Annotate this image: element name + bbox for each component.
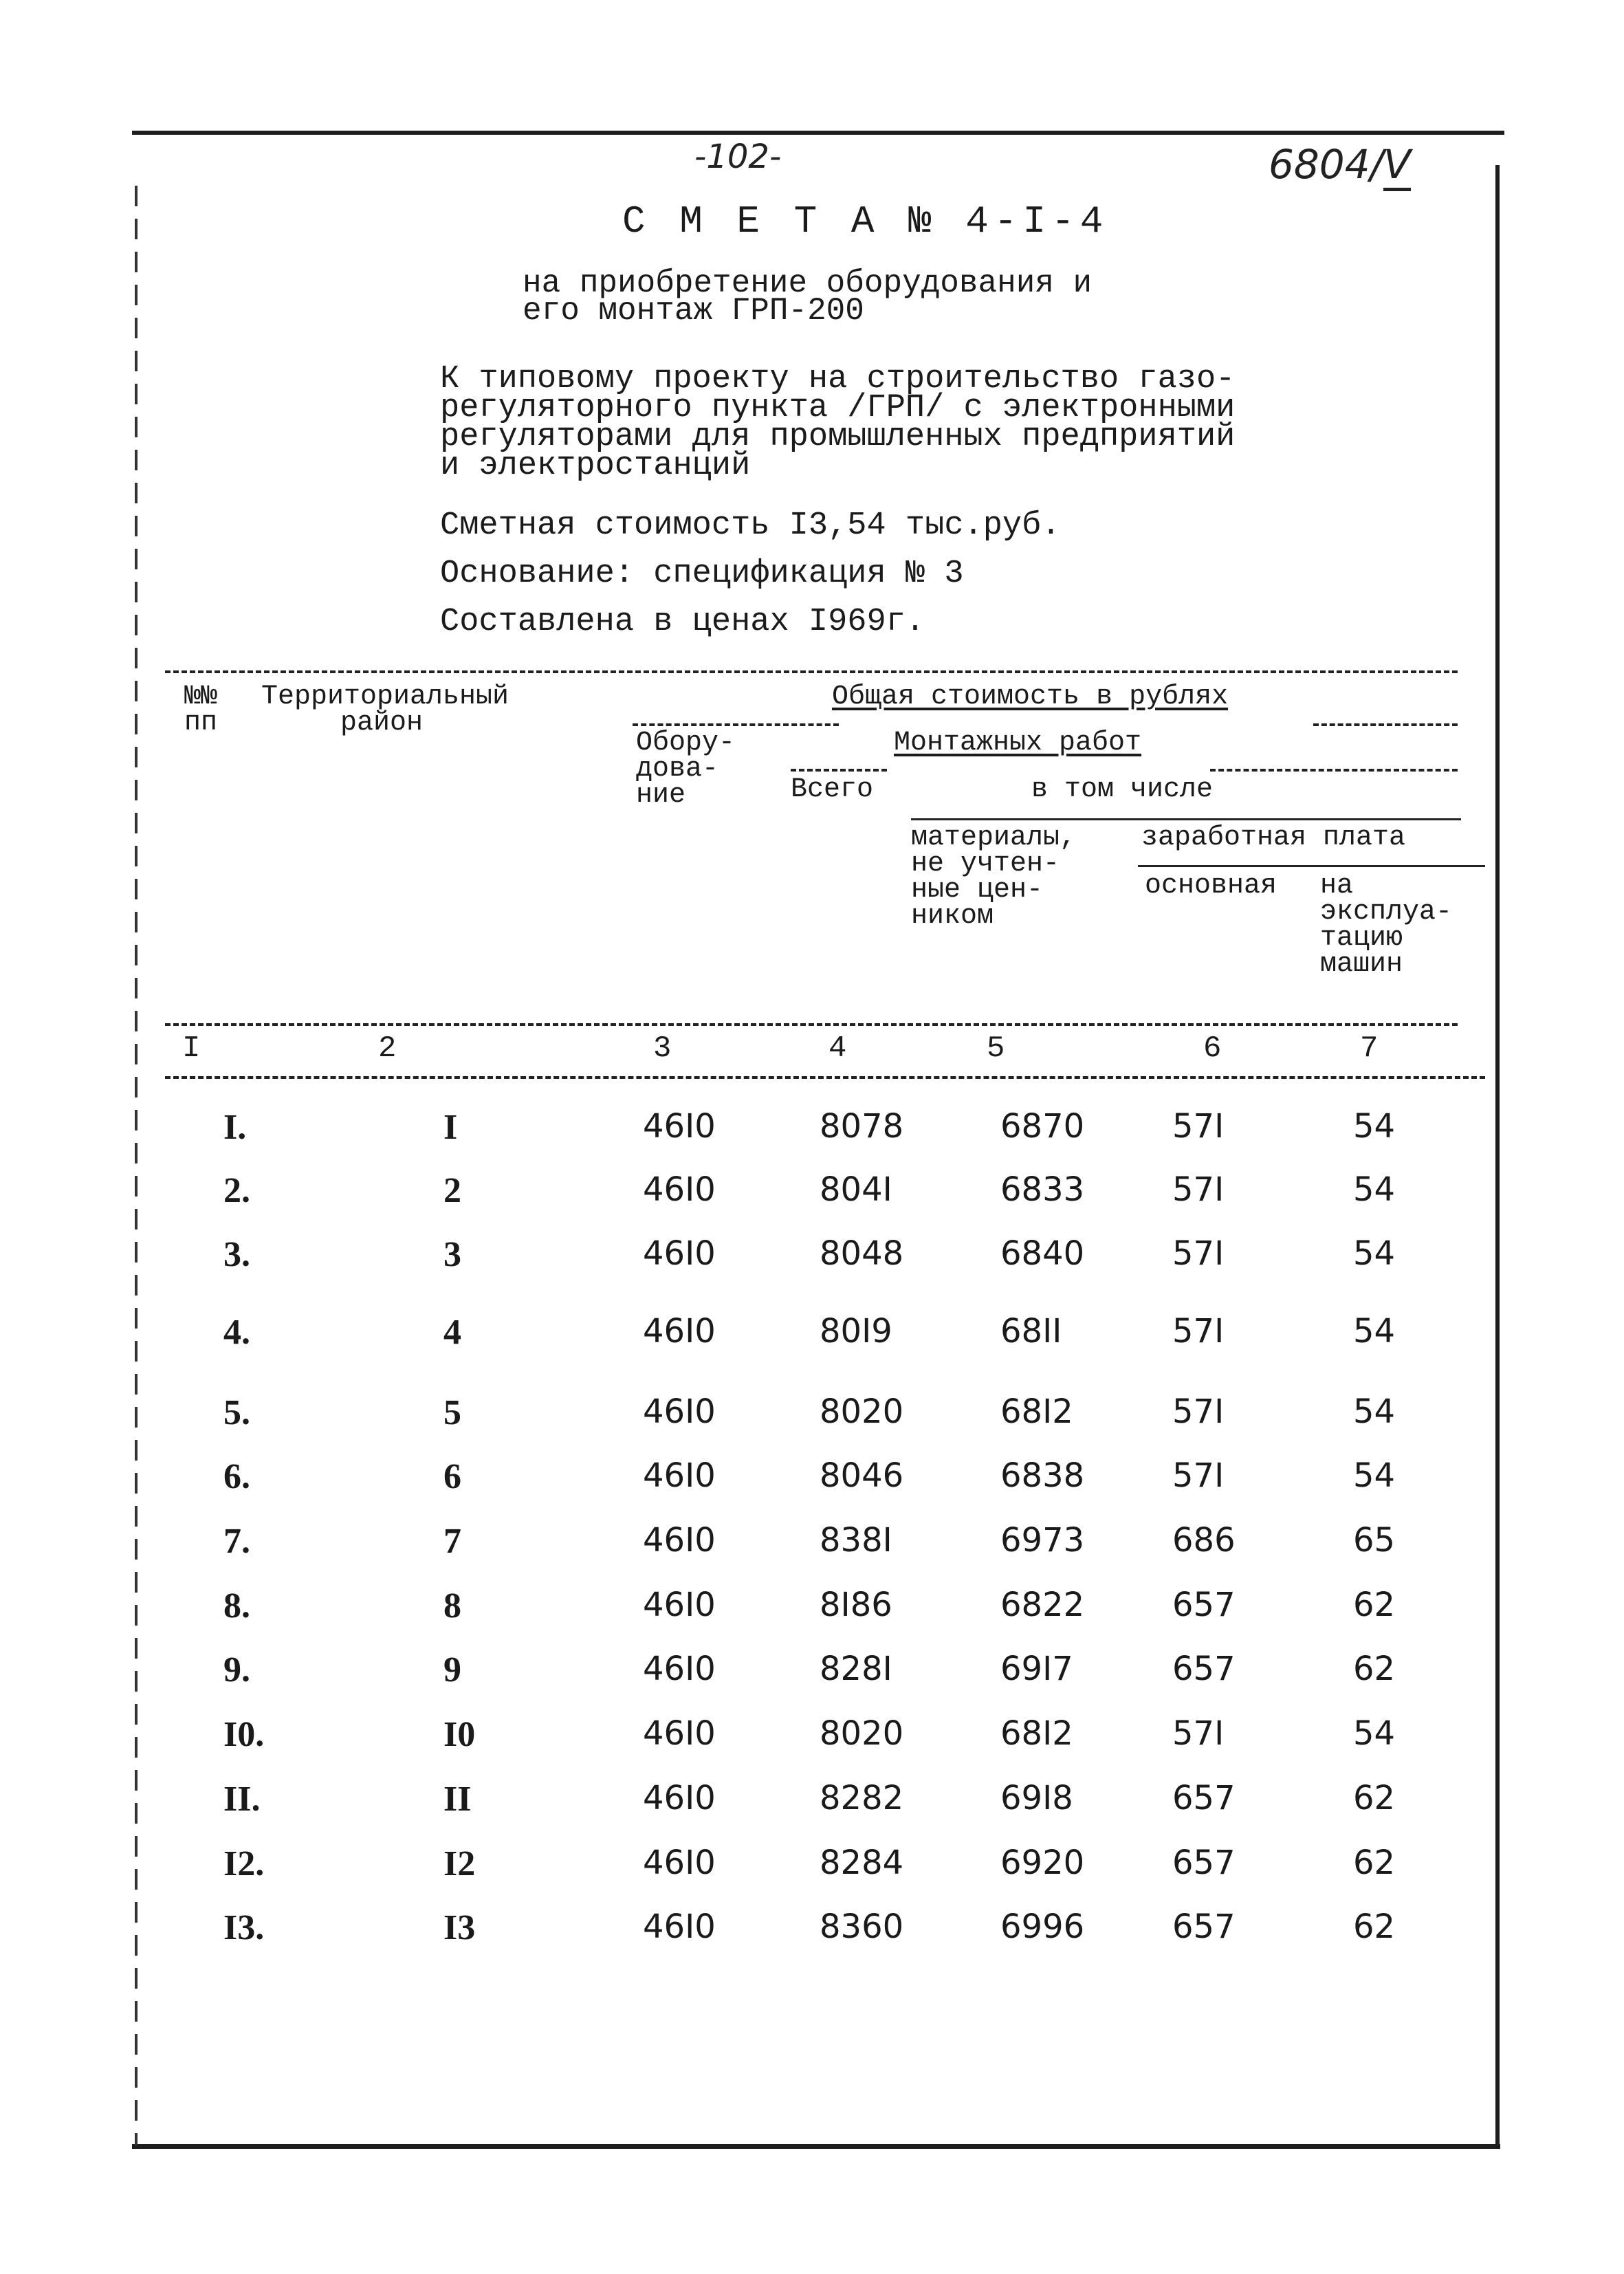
project-line: регуляторного пункта /ГРП/ с электронными — [440, 390, 1236, 426]
header-installation: Монтажных работ — [894, 728, 1142, 758]
cell-wage-machines: 62 — [1353, 1586, 1396, 1624]
cell-region: I0 — [443, 1715, 476, 1754]
cell-region: 8 — [443, 1586, 461, 1626]
page-number: -102- — [694, 138, 782, 176]
subtitle-line: на приобретение оборудования и — [523, 265, 1093, 301]
cell-wage-machines: 54 — [1353, 1456, 1396, 1495]
frame-top — [132, 131, 1504, 135]
header-text: №№ — [184, 681, 218, 712]
header-equipment — [636, 730, 735, 809]
cell-equipment: 46I0 — [643, 1907, 716, 1946]
cell-equipment: 46I0 — [643, 1392, 716, 1431]
cell-equipment: 46I0 — [643, 1650, 716, 1688]
cell-row-number: 5. — [223, 1393, 250, 1432]
cell-equipment: 46I0 — [643, 1521, 716, 1560]
cell-region: 4 — [443, 1313, 461, 1352]
install-rule-right — [1210, 769, 1458, 772]
including-rule — [911, 818, 1461, 820]
cell-wage-basic: 657 — [1172, 1779, 1236, 1817]
cell-region: I2 — [443, 1844, 476, 1883]
cell-materials: 68I2 — [1000, 1714, 1073, 1753]
cell-total: 8360 — [820, 1907, 904, 1946]
cell-wage-basic: 57I — [1172, 1170, 1225, 1209]
cell-row-number: 9. — [223, 1650, 250, 1690]
header-text: на — [1320, 871, 1354, 901]
cell-wage-machines: 54 — [1353, 1392, 1396, 1431]
frame-left — [135, 186, 138, 2145]
cell-wage-machines: 65 — [1353, 1521, 1396, 1560]
header-text: район — [340, 708, 424, 739]
header-bottom-rule — [165, 1023, 1458, 1026]
document-code-number: 6804/ — [1269, 141, 1384, 188]
cell-row-number: I0. — [223, 1715, 265, 1754]
document-title: С М Е Т А № 4-I-4 — [622, 199, 1109, 243]
cell-total: 8284 — [820, 1844, 904, 1882]
cell-row-number: 6. — [223, 1457, 250, 1496]
cell-row-number: I2. — [223, 1844, 265, 1883]
cell-wage-basic: 57I — [1172, 1312, 1225, 1351]
cell-wage-machines: 54 — [1353, 1107, 1396, 1146]
header-text: пп — [184, 708, 218, 739]
cell-wage-basic: 657 — [1172, 1844, 1236, 1882]
header-text: ные цен- — [911, 875, 1044, 906]
header-text: Территориальный — [261, 681, 509, 712]
cell-total: 8282 — [820, 1779, 904, 1817]
cell-materials: 69I7 — [1000, 1650, 1073, 1688]
column-number: 3 — [653, 1031, 672, 1066]
project-line: К типовому проекту на строительство газо- — [440, 361, 1236, 397]
cell-row-number: I3. — [223, 1908, 265, 1947]
header-text: эксплуа- — [1320, 897, 1453, 928]
cell-row-number: 7. — [223, 1522, 250, 1561]
cell-materials: 69I8 — [1000, 1779, 1073, 1817]
cell-region: 6 — [443, 1457, 461, 1496]
subtitle-line: его монтаж ГРП-200 — [523, 293, 864, 329]
cell-row-number: 8. — [223, 1586, 250, 1626]
cell-materials: 6973 — [1000, 1521, 1085, 1560]
cell-materials: 6996 — [1000, 1907, 1085, 1946]
cell-region: II — [443, 1780, 472, 1819]
header-including: в том числе — [1031, 774, 1214, 805]
header-total-cost: Общая стоимость в рублях — [832, 681, 1229, 712]
header-text: тацию — [1320, 923, 1403, 954]
cell-region: I — [443, 1108, 458, 1147]
frame-bottom — [132, 2144, 1500, 2149]
cell-materials: 6833 — [1000, 1170, 1085, 1209]
cell-wage-machines: 62 — [1353, 1844, 1396, 1882]
cell-materials: 68II — [1000, 1312, 1062, 1351]
cell-row-number: I. — [223, 1108, 247, 1147]
cell-total: 8046 — [820, 1456, 904, 1495]
header-machines — [1320, 873, 1452, 978]
document-code-suffix: V — [1383, 141, 1411, 191]
project-line: регуляторами для промышленных предприятий — [440, 419, 1236, 455]
prices-year: Составлена в ценах I969г. — [440, 604, 925, 640]
cell-region: 9 — [443, 1650, 461, 1690]
header-all: Всего — [791, 774, 874, 805]
header-basic: основная — [1145, 871, 1277, 901]
cell-total: 8078 — [820, 1107, 904, 1146]
cell-wage-machines: 54 — [1353, 1312, 1396, 1351]
cell-total: 838I — [820, 1521, 892, 1560]
cell-equipment: 46I0 — [643, 1234, 716, 1273]
cell-total: 80I9 — [820, 1312, 892, 1351]
cell-equipment: 46I0 — [643, 1312, 716, 1351]
header-text: дова- — [636, 754, 719, 785]
header-materials — [911, 822, 1077, 932]
cell-wage-basic: 686 — [1172, 1521, 1236, 1560]
cell-wage-basic: 57I — [1172, 1107, 1225, 1146]
cell-wage-basic: 57I — [1172, 1714, 1225, 1753]
column-number: 6 — [1203, 1031, 1222, 1066]
cell-wage-basic: 657 — [1172, 1650, 1236, 1688]
frame-right — [1495, 165, 1500, 2149]
cell-total: 804I — [820, 1170, 892, 1209]
cell-row-number: 2. — [223, 1171, 250, 1210]
cell-total: 828I — [820, 1650, 892, 1688]
cell-wage-machines: 62 — [1353, 1779, 1396, 1817]
estimated-cost: Сметная стоимость I3,54 тыс.руб. — [440, 507, 1061, 544]
header-number — [184, 681, 218, 739]
cell-total: 8I86 — [820, 1586, 892, 1624]
cell-materials: 6920 — [1000, 1844, 1085, 1882]
cell-materials: 68I2 — [1000, 1392, 1073, 1431]
header-wages: заработная плата — [1141, 822, 1406, 853]
column-number: 2 — [378, 1031, 397, 1066]
document-code — [1269, 141, 1411, 188]
header-region — [261, 681, 509, 739]
cell-materials: 6870 — [1000, 1107, 1085, 1146]
cell-wage-machines: 62 — [1353, 1650, 1396, 1688]
cell-wage-basic: 657 — [1172, 1907, 1236, 1946]
header-text: Обору- — [636, 728, 736, 758]
column-number: 7 — [1360, 1031, 1379, 1066]
wages-rule — [1138, 865, 1485, 867]
cell-row-number: 4. — [223, 1313, 250, 1352]
cell-wage-machines: 54 — [1353, 1170, 1396, 1209]
cell-equipment: 46I0 — [643, 1170, 716, 1209]
header-text: ником — [911, 901, 994, 932]
cell-total: 8020 — [820, 1392, 904, 1431]
cell-materials: 6838 — [1000, 1456, 1085, 1495]
column-number: I — [182, 1031, 201, 1066]
cell-equipment: 46I0 — [643, 1456, 716, 1495]
cell-row-number: II. — [223, 1780, 261, 1819]
total-rule-left — [633, 723, 839, 726]
column-number: 4 — [829, 1031, 847, 1066]
cell-equipment: 46I0 — [643, 1714, 716, 1753]
install-rule-left — [791, 769, 887, 772]
column-number: 5 — [987, 1031, 1005, 1066]
column-number-rule — [165, 1076, 1485, 1079]
cell-wage-machines: 54 — [1353, 1714, 1396, 1753]
cell-row-number: 3. — [223, 1235, 250, 1274]
cell-equipment: 46I0 — [643, 1844, 716, 1882]
cell-region: 7 — [443, 1522, 461, 1561]
cell-region: 3 — [443, 1235, 461, 1274]
header-text: машин — [1320, 949, 1403, 980]
cell-materials: 6822 — [1000, 1586, 1085, 1624]
cell-wage-basic: 57I — [1172, 1456, 1225, 1495]
cell-wage-basic: 657 — [1172, 1586, 1236, 1624]
project-line: и электростанций — [440, 448, 751, 484]
cell-region: I3 — [443, 1908, 476, 1947]
cell-equipment: 46I0 — [643, 1586, 716, 1624]
header-text: материалы, — [911, 822, 1077, 853]
cell-materials: 6840 — [1000, 1234, 1085, 1273]
cell-region: 2 — [443, 1171, 461, 1210]
total-rule-right — [1313, 723, 1458, 726]
cell-wage-basic: 57I — [1172, 1234, 1225, 1273]
cell-wage-basic: 57I — [1172, 1392, 1225, 1431]
cell-total: 8020 — [820, 1714, 904, 1753]
header-text: ние — [636, 780, 686, 811]
cell-equipment: 46I0 — [643, 1107, 716, 1146]
basis: Основание: спецификация № 3 — [440, 556, 964, 592]
cell-region: 5 — [443, 1393, 461, 1432]
cell-equipment: 46I0 — [643, 1779, 716, 1817]
header-top-rule — [165, 670, 1458, 673]
cell-total: 8048 — [820, 1234, 904, 1273]
cell-wage-machines: 54 — [1353, 1234, 1396, 1273]
cell-wage-machines: 62 — [1353, 1907, 1396, 1946]
header-text: не учтен- — [911, 849, 1060, 879]
